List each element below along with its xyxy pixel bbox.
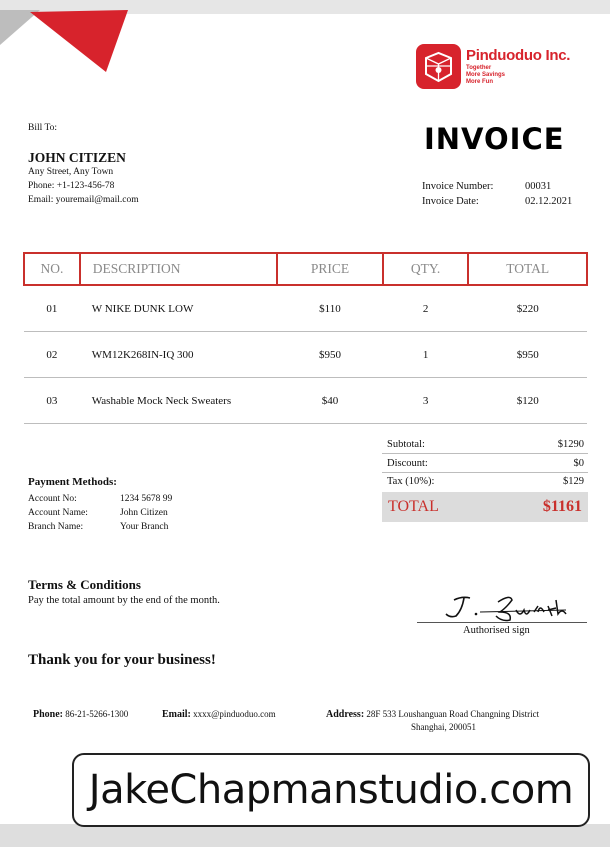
cell-qty: 3 [383,378,469,424]
subtotal-label: Subtotal: [387,439,425,450]
payment-title: Payment Methods: [28,476,117,488]
header-qty: QTY. [383,253,469,285]
watermark-banner: JakeChapmanstudio.com [72,753,590,827]
terms-text: Pay the total amount by the end of the month. [28,595,220,606]
company-tagline-1: Together [466,65,492,71]
customer-street: Any Street, Any Town [28,167,114,177]
footer-email-value: xxxx@pinduoduo.com [193,709,276,719]
table-row [24,332,587,378]
corner-decoration [0,0,140,80]
subtotal-row [382,436,588,454]
company-tagline-2: More Savings [466,72,506,78]
footer-address-line2: Shanghai, 200051 [411,722,476,732]
header-description: DESCRIPTION [80,253,277,285]
account-name-value: John Citizen [120,508,168,518]
corner-gray-shape [0,10,40,45]
thank-you-message: Thank you for your business! [28,652,216,668]
account-no-value: 1234 5678 99 [120,494,173,504]
company-tagline-3: More Fun [466,79,493,85]
header-price: PRICE [277,253,383,285]
invoice-number-label: Invoice Number: [422,181,494,192]
cell-no: 01 [24,285,80,332]
cell-total: $120 [468,378,587,424]
cell-description: Washable Mock Neck Sweaters [80,378,277,424]
tax-value: $129 [563,476,584,487]
customer-email: Email: youremail@mail.com [28,195,139,205]
tax-row [382,473,588,490]
cell-total: $950 [468,332,587,378]
signature-label: Authorised sign [463,625,530,636]
discount-label: Discount: [387,458,428,469]
invoice-title: INVOICE [424,122,565,156]
bill-to-label: Bill To: [28,123,57,133]
cell-description: W NIKE DUNK LOW [80,285,277,332]
signature-line [417,622,587,623]
logo-icon [416,44,461,89]
cell-price: $110 [277,285,383,332]
grand-total-value: $1161 [542,498,582,515]
customer-name: JOHN CITIZEN [28,150,126,165]
corner-red-triangle [30,10,128,72]
invoice-date-label: Invoice Date: [422,196,479,207]
branch-value: Your Branch [120,522,169,532]
items-table [23,252,588,424]
header-total: TOTAL [468,253,587,285]
cell-qty: 2 [383,285,469,332]
invoice-date: 02.12.2021 [525,196,573,207]
table-row [24,378,587,424]
footer-address-line1: 28F 533 Loushanguan Road Changning District [366,709,540,719]
cell-total: $220 [468,285,587,332]
cell-description: WM12K268IN-IQ 300 [80,332,277,378]
bottom-gray-bar [0,824,610,847]
signature-image [440,592,570,624]
customer-phone: Phone: +1-123-456-78 [28,181,115,191]
cell-no: 02 [24,332,80,378]
grand-total-row [382,492,588,522]
discount-value: $0 [573,458,584,469]
company-logo [416,44,586,90]
table-row [24,285,587,332]
branch-label: Branch Name: [28,522,84,532]
account-no-label: Account No: [28,494,77,504]
tax-label: Tax (10%): [387,476,435,487]
table-header-row [24,253,587,285]
terms-title: Terms & Conditions [28,577,141,592]
invoice-number: 00031 [525,181,552,192]
footer-phone-value: 86-21-5266-1300 [65,709,129,719]
header-no: NO. [24,253,80,285]
subtotal-value: $1290 [557,439,584,450]
footer-phone-label: Phone: [33,709,63,720]
company-name: Pinduoduo Inc. [466,47,571,64]
footer-phone [33,709,128,720]
footer-email-label: Email: [162,709,191,720]
footer-address-label: Address: [326,709,365,720]
cell-price: $40 [277,378,383,424]
grand-total-label: TOTAL [388,498,439,515]
cell-qty: 1 [383,332,469,378]
cell-no: 03 [24,378,80,424]
footer-address [326,709,539,720]
footer-email [162,709,276,720]
account-name-label: Account Name: [28,508,88,518]
cell-price: $950 [277,332,383,378]
discount-row [382,455,588,473]
